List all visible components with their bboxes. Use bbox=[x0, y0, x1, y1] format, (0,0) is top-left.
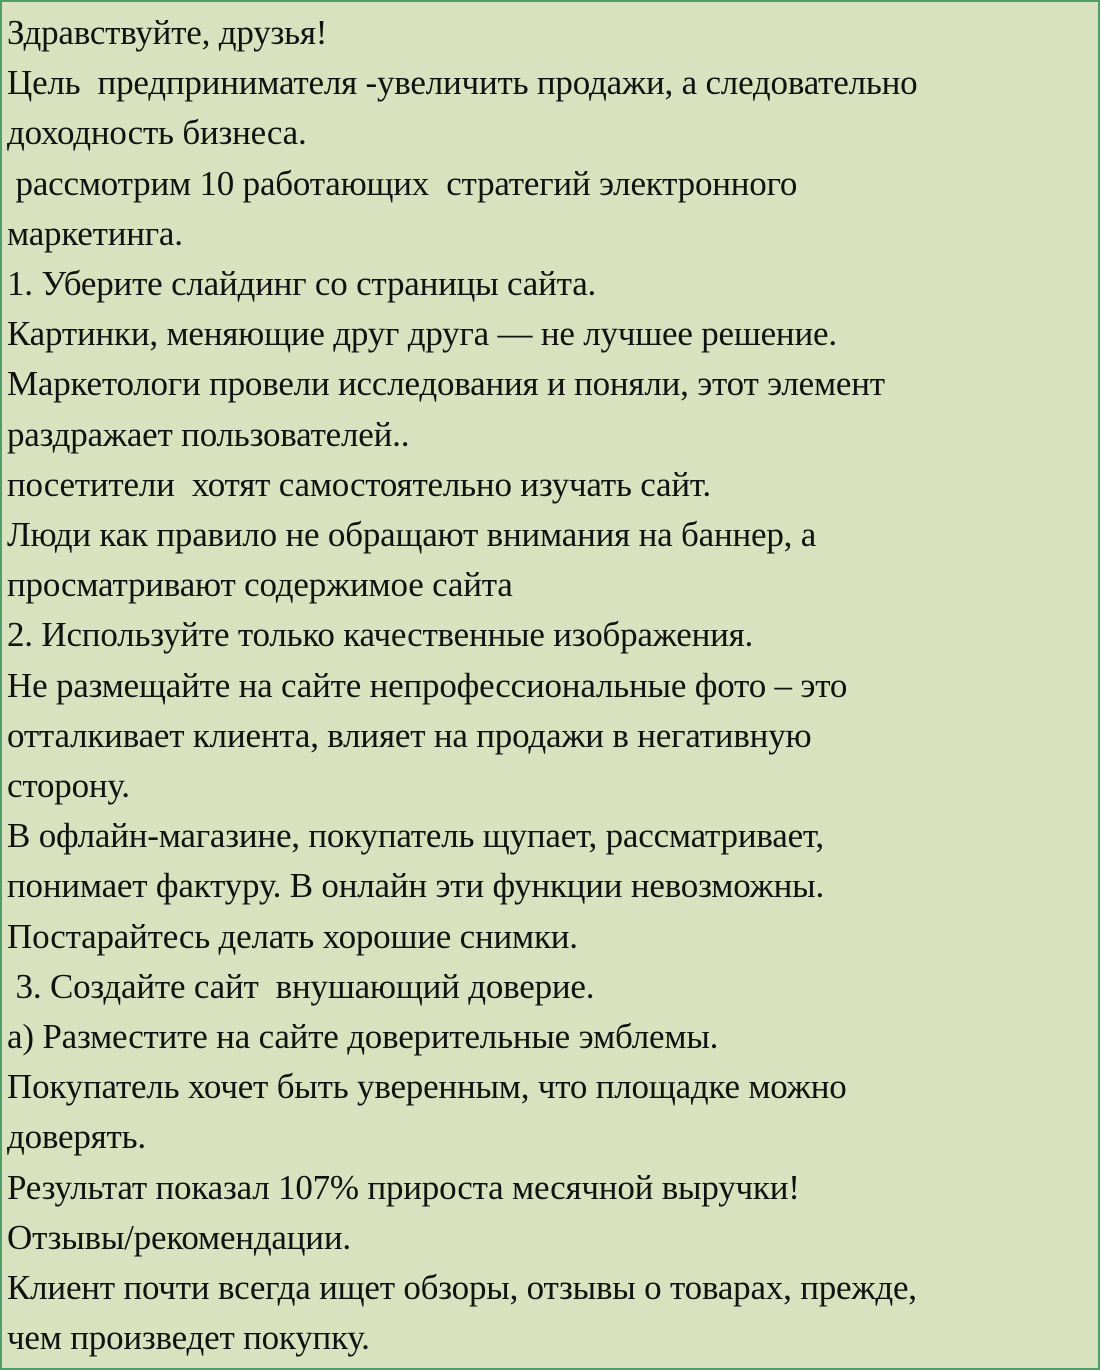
text-line: Люди как правило не обращают внимания на баннер, а bbox=[7, 515, 817, 555]
subheading-a: а) Разместите на сайте доверительные эмблемы. bbox=[7, 1017, 719, 1057]
text-line: сторону. bbox=[7, 766, 130, 806]
text-line: маркетинга. bbox=[7, 213, 183, 253]
text-line: Маркетологи провели исследования и поняли, этот элемент bbox=[7, 364, 885, 404]
greeting-line: Здравствуйте, друзья! bbox=[7, 13, 328, 52]
strategy-heading-2: 2. Используйте только качественные изображения. bbox=[7, 615, 754, 655]
text-line: Цель предпринимателя -увеличить продажи, а следовательно bbox=[7, 63, 918, 103]
text-line: Отзывы/рекомендации. bbox=[7, 1217, 351, 1257]
text-line: доверять. bbox=[7, 1117, 146, 1157]
text-line: раздражает пользователей.. bbox=[7, 414, 410, 454]
text-line: доходность бизнеса. bbox=[7, 113, 307, 153]
text-line: рассмотрим 10 работающих стратегий электронного bbox=[7, 163, 798, 203]
text-line: Клиент почти всегда ищет обзоры, отзывы о товарах, прежде, bbox=[7, 1268, 917, 1308]
text-line: Картинки, меняющие друг друга — не лучшее решение. bbox=[7, 314, 837, 354]
strategy-heading-1: 1. Уберите слайдинг со страницы сайта. bbox=[7, 264, 597, 304]
strategy-heading-3: 3. Создайте сайт внушающий доверие. bbox=[7, 966, 595, 1006]
text-line: посетители хотят самостоятельно изучать сайт. bbox=[7, 464, 711, 504]
text-line: чем произведет покупку. bbox=[7, 1318, 370, 1358]
text-line: Постарайтесь делать хорошие снимки. bbox=[7, 916, 578, 956]
text-line: понимает фактуру. В онлайн эти функции невозможны. bbox=[7, 866, 824, 906]
text-line: просматривают содержимое сайта bbox=[7, 565, 513, 605]
text-line: отталкивает клиента, влияет на продажи в негативную bbox=[7, 715, 812, 755]
text-line: В офлайн-магазине, покупатель щупает, рассматривает, bbox=[7, 816, 824, 856]
text-line: Результат показал 107% прироста месячной выручки! bbox=[7, 1167, 800, 1207]
text-line: Не размещайте на сайте непрофессиональные фото – это bbox=[7, 665, 848, 705]
text-line: Покупатель хочет быть уверенным, что площадке можно bbox=[7, 1067, 847, 1107]
